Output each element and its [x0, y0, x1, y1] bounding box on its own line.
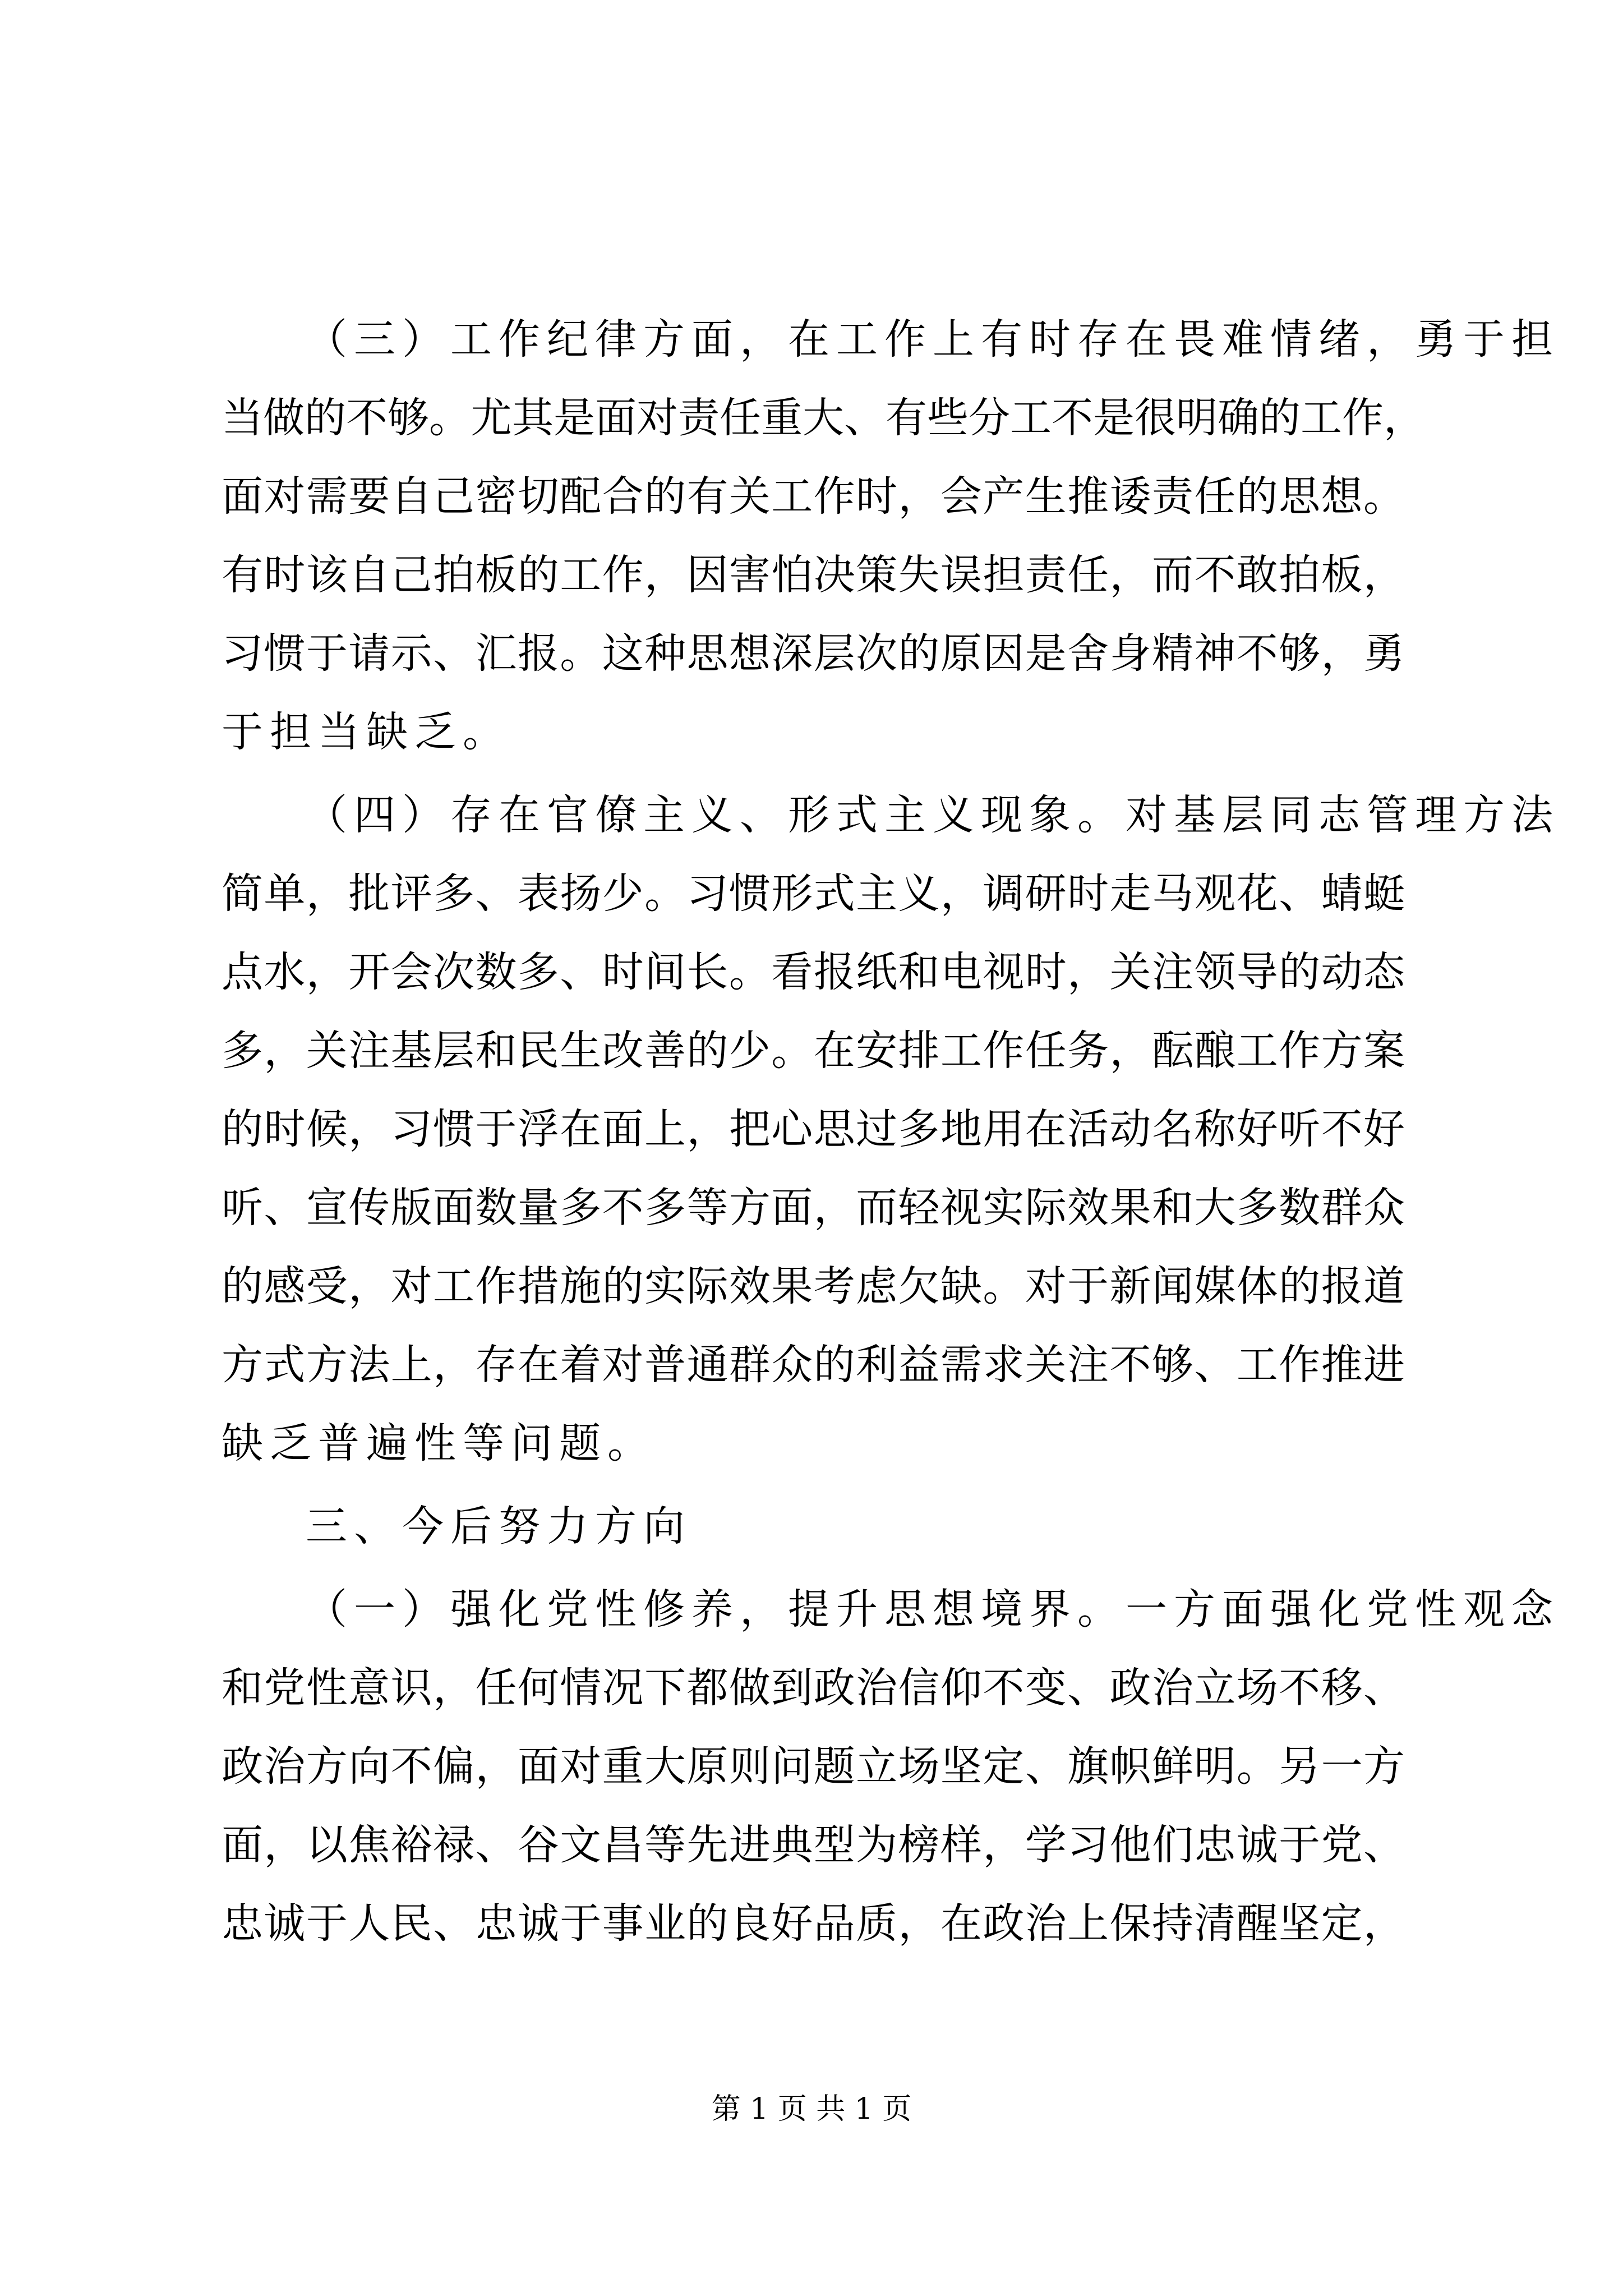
text-line: 政治方向不偏，面对重大原则问题立场坚定、旗帜鲜明。另一方: [222, 1742, 1405, 1791]
text-line: 简单，批评多、表扬少。习惯形式主义，调研时走马观花、蜻蜓: [222, 869, 1405, 918]
text-line: 的感受，对工作措施的实际效果考虑欠缺。对于新闻媒体的报道: [222, 1262, 1405, 1310]
text-line: 面对需要自己密切配合的有关工作时，会产生推诿责任的思想。: [222, 472, 1405, 521]
text-line: （三）工作纪律方面，在工作上有时存在畏难情绪，勇于担: [306, 315, 1560, 364]
text-line: 的时候，习惯于浮在面上，把心思过多地用在活动名称好听不好: [222, 1105, 1405, 1153]
text-line: 和党性意识，任何情况下都做到政治信仰不变、政治立场不移、: [222, 1664, 1405, 1712]
text-line: 于担当缺乏。: [222, 708, 511, 756]
text-line: 方式方法上，存在着对普通群众的利益需求关注不够、工作推进: [222, 1341, 1405, 1389]
text-line: （一）强化党性修养，提升思想境界。一方面强化党性观念: [306, 1585, 1560, 1634]
section-heading: 三、今后努力方向: [306, 1502, 691, 1550]
text-line: 当做的不够。尤其是面对责任重大、有些分工不是很明确的工作，: [222, 394, 1425, 442]
text-line: 习惯于请示、汇报。这种思想深层次的原因是舍身精神不够，勇: [222, 629, 1405, 678]
text-line: 多，关注基层和民生改善的少。在安排工作任务，酝酿工作方案: [222, 1027, 1405, 1075]
text-line: 忠诚于人民、忠诚于事业的良好品质，在政治上保持清醒坚定，: [222, 1899, 1405, 1948]
text-line: 听、宣传版面数量多不多等方面，而轻视实际效果和大多数群众: [222, 1184, 1405, 1232]
text-line: 有时该自己拍板的工作，因害怕决策失误担责任，而不敢拍板，: [222, 551, 1405, 599]
text-line: 点水，开会次数多、时间长。看报纸和电视时，关注领导的动态: [222, 948, 1405, 996]
text-line: 缺乏普遍性等问题。: [222, 1419, 656, 1467]
page-number-footer: 第 1 页 共 1 页: [711, 2092, 912, 2126]
text-line: （四）存在官僚主义、形式主义现象。对基层同志管理方法: [306, 791, 1560, 839]
text-line: 面，以焦裕禄、谷文昌等先进典型为榜样，学习他们忠诚于党、: [222, 1821, 1405, 1869]
